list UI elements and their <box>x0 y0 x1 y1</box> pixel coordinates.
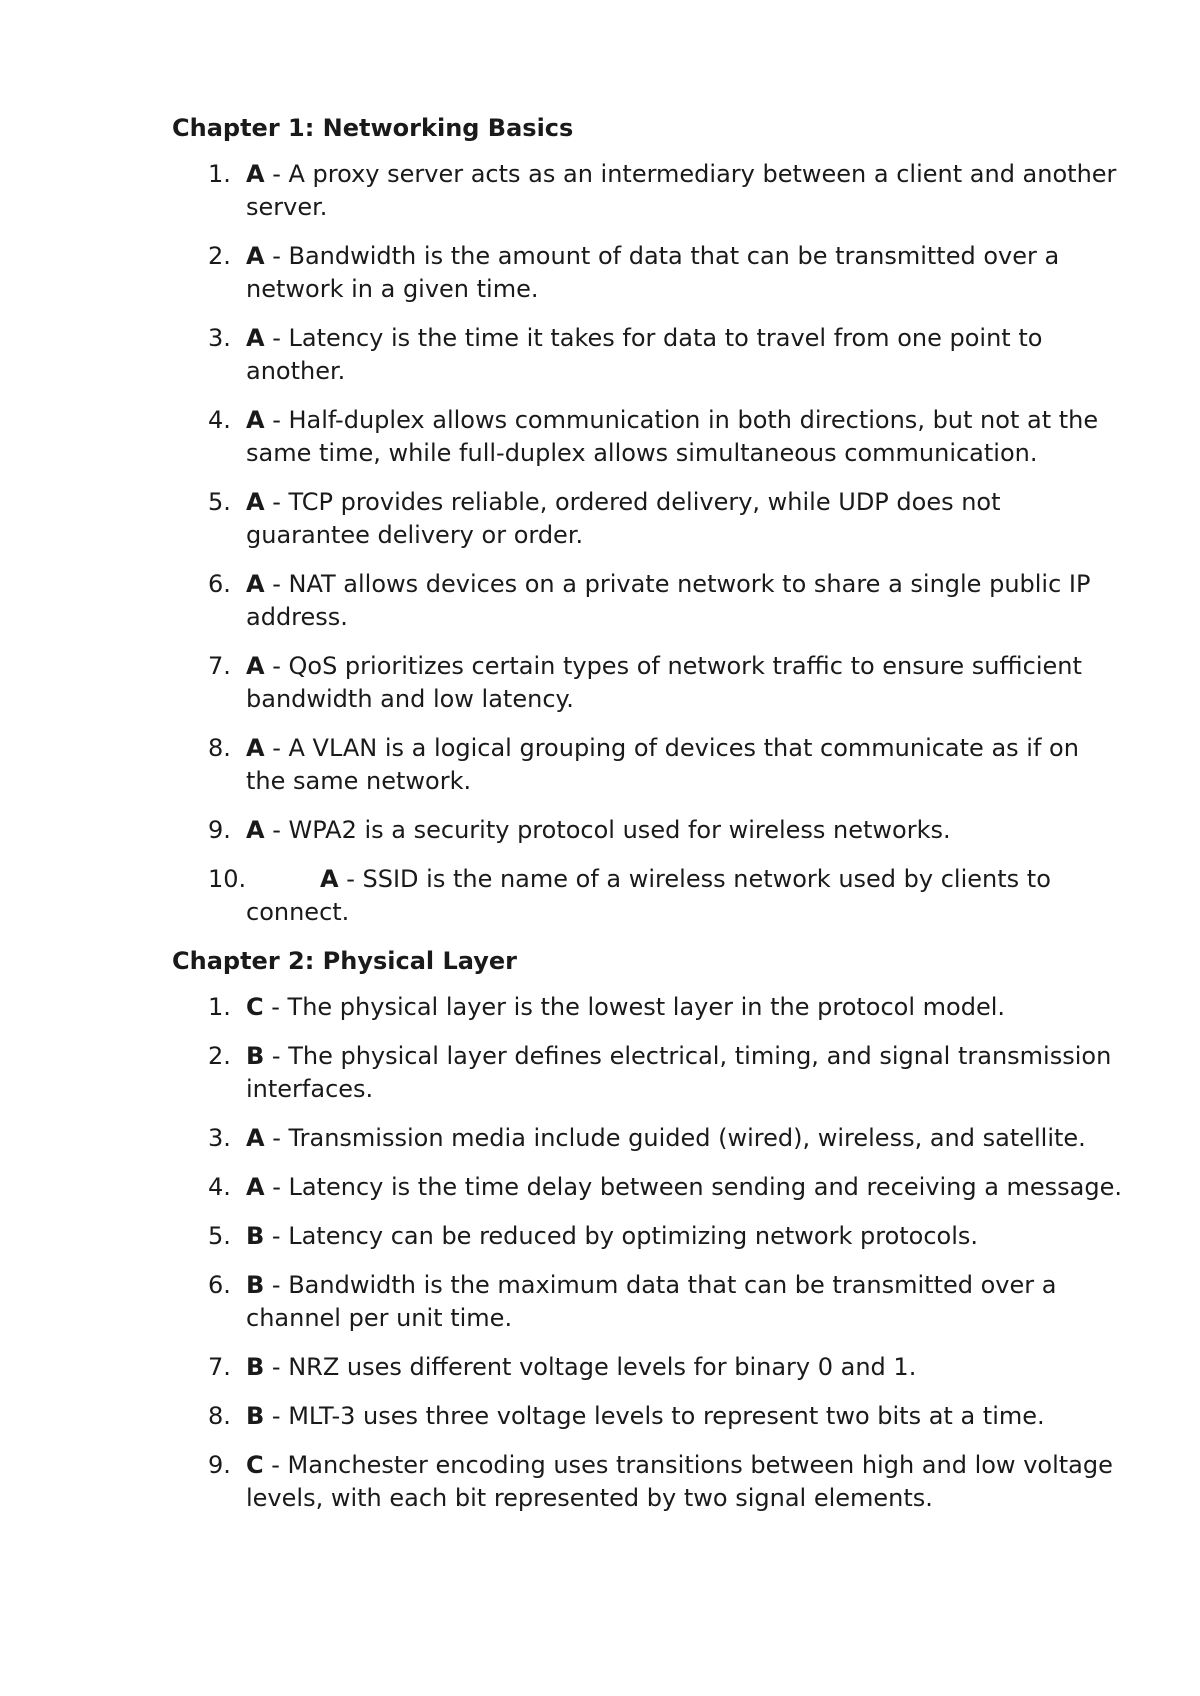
answer-text: - The physical layer defines electrical, timing, and signal transmission interfaces. <box>246 1042 1112 1103</box>
answer-item <box>172 1171 1122 1204</box>
answer-number: 3. <box>208 324 231 352</box>
answer-letter: C <box>246 1451 264 1479</box>
document-content <box>172 112 1122 1531</box>
answer-number: 1. <box>208 993 231 1021</box>
answer-item <box>172 991 1122 1024</box>
answer-item <box>172 486 1122 552</box>
answer-number: 2. <box>208 1042 231 1070</box>
answer-number: 4. <box>208 406 231 434</box>
chapter-1-answer-list <box>172 158 1122 929</box>
answer-item <box>172 732 1122 798</box>
answer-number: 3. <box>208 1124 231 1152</box>
answer-text: - Bandwidth is the amount of data that can be transmitted over a network in a given time. <box>246 242 1060 303</box>
answer-letter: A <box>246 816 265 844</box>
answer-text: - QoS prioritizes certain types of network traffic to ensure sufficient bandwidth and low latency. <box>246 652 1082 713</box>
chapter-1-title: Chapter 1: Networking Basics <box>172 114 574 142</box>
answer-letter: A <box>246 160 265 188</box>
answer-number: 8. <box>208 1402 231 1430</box>
answer-letter: A <box>246 406 265 434</box>
answer-item <box>172 158 1122 224</box>
answer-number: 7. <box>208 652 231 680</box>
answer-number: 1. <box>208 160 231 188</box>
answer-text: - NRZ uses different voltage levels for binary 0 and 1. <box>264 1353 917 1381</box>
chapter-2-answer-list <box>172 991 1122 1515</box>
answer-letter: B <box>246 1271 265 1299</box>
answer-text: - Half-duplex allows communication in both directions, but not at the same time, while full-duplex allows simultaneous communication. <box>246 406 1099 467</box>
answer-item <box>172 1449 1122 1515</box>
answer-letter: C <box>246 993 264 1021</box>
answer-number: 4. <box>208 1173 231 1201</box>
answer-item <box>172 568 1122 634</box>
answer-number: 9. <box>208 816 231 844</box>
answer-text: - Latency is the time it takes for data to travel from one point to another. <box>246 324 1043 385</box>
answer-letter: B <box>246 1042 265 1070</box>
answer-letter: A <box>246 1173 265 1201</box>
answer-text: - Transmission media include guided (wired), wireless, and satellite. <box>264 1124 1086 1152</box>
answer-number: 2. <box>208 242 231 270</box>
answer-letter: A <box>246 734 265 762</box>
answer-letter: A <box>246 1124 265 1152</box>
answer-number: 10. <box>208 865 247 893</box>
chapter-2-title: Chapter 2: Physical Layer <box>172 947 518 975</box>
answer-text: - The physical layer is the lowest layer in the protocol model. <box>263 993 1006 1021</box>
answer-number: 5. <box>208 488 231 516</box>
answer-text: - NAT allows devices on a private network to share a single public IP address. <box>246 570 1091 631</box>
answer-item <box>172 1220 1122 1253</box>
answer-letter: A <box>246 242 265 270</box>
answer-letter: A <box>320 865 339 893</box>
answer-text: - Latency can be reduced by optimizing network protocols. <box>264 1222 979 1250</box>
answer-item <box>172 814 1122 847</box>
answer-letter: A <box>246 570 265 598</box>
answer-item <box>172 1122 1122 1155</box>
answer-number: 6. <box>208 1271 231 1299</box>
answer-number: 5. <box>208 1222 231 1250</box>
answer-letter: B <box>246 1222 265 1250</box>
answer-item <box>172 863 1122 929</box>
answer-text: - TCP provides reliable, ordered delivery, while UDP does not guarantee delivery or order. <box>246 488 1001 549</box>
answer-letter: B <box>246 1353 265 1381</box>
answer-text: - SSID is the name of a wireless network used by clients to connect. <box>246 865 1051 926</box>
answer-number: 7. <box>208 1353 231 1381</box>
answer-item <box>172 1400 1122 1433</box>
answer-number: 8. <box>208 734 231 762</box>
answer-text: - A proxy server acts as an intermediary between a client and another server. <box>246 160 1117 221</box>
answer-letter: A <box>246 652 265 680</box>
answer-item <box>172 322 1122 388</box>
answer-item <box>172 1040 1122 1106</box>
answer-text: - Manchester encoding uses transitions between high and low voltage levels, with each bit represented by two signal elements. <box>246 1451 1113 1512</box>
answer-item <box>172 240 1122 306</box>
answer-text: - WPA2 is a security protocol used for wireless networks. <box>264 816 951 844</box>
answer-letter: A <box>246 324 265 352</box>
answer-number: 9. <box>208 1451 231 1479</box>
answer-item <box>172 1351 1122 1384</box>
answer-text: - Latency is the time delay between sending and receiving a message. <box>264 1173 1123 1201</box>
answer-letter: B <box>246 1402 265 1430</box>
answer-text: - Bandwidth is the maximum data that can be transmitted over a channel per unit time. <box>246 1271 1057 1332</box>
answer-text: - A VLAN is a logical grouping of devices that communicate as if on the same network. <box>246 734 1079 795</box>
answer-item <box>172 650 1122 716</box>
answer-letter: A <box>246 488 265 516</box>
answer-number: 6. <box>208 570 231 598</box>
answer-text: - MLT-3 uses three voltage levels to represent two bits at a time. <box>264 1402 1045 1430</box>
answer-item <box>172 1269 1122 1335</box>
answer-item <box>172 404 1122 470</box>
